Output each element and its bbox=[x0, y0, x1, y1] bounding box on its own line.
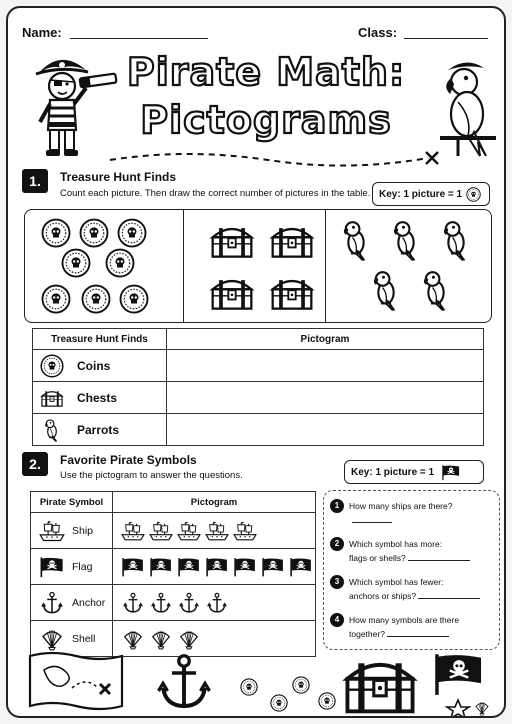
name-label: Name: bbox=[22, 25, 62, 40]
flag-icon bbox=[204, 556, 230, 578]
coin-icon bbox=[79, 218, 109, 248]
answer-blank[interactable] bbox=[418, 598, 480, 599]
coin-icon bbox=[117, 218, 147, 248]
name-field[interactable] bbox=[70, 38, 208, 39]
ship-icon bbox=[148, 520, 174, 542]
panel-divider bbox=[325, 210, 326, 322]
question-text: flags or shells? bbox=[349, 553, 409, 563]
section2-title: Favorite Pirate Symbols bbox=[60, 453, 197, 467]
question-number: 3 bbox=[330, 575, 344, 589]
section1-instruction: Count each picture. Then draw the correct number of pictures in the table. bbox=[60, 188, 371, 199]
table1-header-finds: Treasure Hunt Finds bbox=[33, 329, 167, 350]
anchor-icon bbox=[120, 592, 146, 614]
table-row bbox=[31, 585, 316, 621]
section2-key bbox=[344, 460, 484, 484]
shell-icon bbox=[476, 702, 488, 715]
treasure-path-decoration bbox=[108, 146, 448, 172]
question-number: 1 bbox=[330, 499, 344, 513]
flag-icon bbox=[232, 556, 258, 578]
symbol-label-cell bbox=[31, 513, 113, 549]
table-row bbox=[33, 414, 484, 446]
chest-icon bbox=[209, 274, 255, 312]
treasure-map-icon bbox=[30, 653, 122, 709]
pictogram-answer-cell[interactable] bbox=[167, 414, 484, 446]
worksheet-title-line1: Pirate Math: bbox=[126, 50, 406, 94]
row-label-cell bbox=[33, 414, 167, 446]
pirate-symbol-pictogram-table bbox=[30, 491, 316, 657]
flag-icon bbox=[440, 464, 462, 481]
flag-icon bbox=[120, 556, 146, 578]
parrot-group bbox=[331, 214, 489, 320]
shell-icon bbox=[148, 628, 174, 650]
question-item bbox=[330, 575, 493, 603]
coin-icon bbox=[319, 693, 335, 709]
parrot-icon bbox=[369, 268, 403, 312]
question-text: Which symbol has more: bbox=[349, 539, 443, 549]
question-item bbox=[330, 499, 493, 527]
coin-icon bbox=[40, 354, 64, 378]
section1-key bbox=[372, 182, 490, 206]
row-label: Chests bbox=[77, 390, 118, 405]
table2-header-pictogram: Pictogram bbox=[113, 492, 316, 513]
bottom-decorations bbox=[22, 648, 492, 718]
question-item bbox=[330, 613, 493, 641]
question-text: How many ships are there? bbox=[349, 501, 453, 511]
question-text: Which symbol has fewer: bbox=[349, 577, 444, 587]
coin-icon bbox=[41, 284, 71, 314]
coin-icon bbox=[119, 284, 149, 314]
table-row bbox=[31, 513, 316, 549]
coin-icon bbox=[466, 187, 481, 202]
symbol-label: Shell bbox=[72, 632, 96, 645]
coin-icon bbox=[105, 248, 135, 278]
table-row bbox=[33, 350, 484, 382]
ship-icon bbox=[38, 519, 66, 543]
answer-blank[interactable] bbox=[352, 522, 392, 523]
parrot-icon bbox=[419, 268, 453, 312]
class-field[interactable] bbox=[404, 38, 488, 39]
symbol-label: Ship bbox=[72, 524, 94, 537]
panel-divider bbox=[183, 210, 184, 322]
section2-key-label: Key: 1 picture = 1 bbox=[351, 466, 435, 478]
parrot-icon bbox=[439, 218, 473, 262]
worksheet-page bbox=[6, 6, 506, 718]
chest-icon bbox=[40, 386, 64, 410]
question-text: anchors or ships? bbox=[349, 591, 419, 601]
question-text: How many symbols are there bbox=[349, 615, 460, 625]
flag-icon bbox=[148, 556, 174, 578]
row-label: Parrots bbox=[77, 422, 120, 437]
worksheet-title-line2: Pictograms bbox=[140, 98, 392, 142]
anchor-icon bbox=[159, 656, 210, 706]
coin-icon bbox=[61, 248, 91, 278]
class-label: Class: bbox=[358, 25, 398, 40]
chest-icon bbox=[269, 222, 315, 260]
ship-icon bbox=[232, 520, 258, 542]
chest-icon bbox=[209, 222, 255, 260]
starfish-icon bbox=[447, 700, 469, 718]
row-label: Coins bbox=[77, 358, 111, 373]
coin-icon bbox=[271, 695, 287, 711]
section1-key-label: Key: 1 picture = 1 bbox=[379, 188, 463, 200]
symbol-label-cell bbox=[31, 585, 113, 621]
pictogram-cell bbox=[113, 549, 316, 585]
flag-icon bbox=[288, 556, 314, 578]
question-text: together? bbox=[349, 629, 388, 639]
parrot-icon bbox=[389, 218, 423, 262]
pictogram-answer-cell[interactable] bbox=[167, 350, 484, 382]
section1-title: Treasure Hunt Finds bbox=[60, 170, 177, 184]
section2-number: 2. bbox=[22, 452, 48, 476]
table2-header-symbol: Pirate Symbol bbox=[31, 492, 113, 513]
anchor-icon bbox=[204, 592, 230, 614]
coin-icon bbox=[293, 677, 309, 693]
flag-icon bbox=[38, 555, 66, 579]
shell-icon bbox=[38, 627, 66, 651]
coin-icon bbox=[81, 284, 111, 314]
answer-blank[interactable] bbox=[387, 636, 449, 637]
symbol-label: Flag bbox=[72, 560, 93, 573]
coin-icon bbox=[41, 218, 71, 248]
coin-icon bbox=[241, 679, 257, 695]
parrot-icon bbox=[339, 218, 373, 262]
row-label-cell bbox=[33, 350, 167, 382]
question-number: 2 bbox=[330, 537, 344, 551]
answer-blank[interactable] bbox=[408, 560, 470, 561]
ship-icon bbox=[120, 520, 146, 542]
ship-icon bbox=[176, 520, 202, 542]
pictogram-cell bbox=[113, 585, 316, 621]
pictogram-cell bbox=[113, 513, 316, 549]
symbol-label-cell bbox=[31, 549, 113, 585]
symbol-label: Anchor bbox=[72, 596, 106, 609]
chest-icon bbox=[347, 663, 412, 711]
parrot-icon bbox=[40, 418, 64, 442]
question-number: 4 bbox=[330, 613, 344, 627]
ship-icon bbox=[204, 520, 230, 542]
chest-group bbox=[191, 214, 321, 320]
table-row bbox=[31, 549, 316, 585]
anchor-icon bbox=[148, 592, 174, 614]
flag-icon bbox=[437, 654, 481, 695]
coin-group bbox=[31, 214, 181, 320]
pictogram-answer-cell[interactable] bbox=[167, 382, 484, 414]
flag-icon bbox=[176, 556, 202, 578]
parrot-illustration bbox=[434, 56, 498, 160]
table-row bbox=[33, 382, 484, 414]
treasure-pictogram-table bbox=[32, 328, 484, 446]
section2-instruction: Use the pictogram to answer the questions. bbox=[60, 470, 243, 481]
table1-header-pictogram: Pictogram bbox=[167, 329, 484, 350]
flag-icon bbox=[260, 556, 286, 578]
counting-panel bbox=[24, 209, 492, 323]
row-label-cell bbox=[33, 382, 167, 414]
section1-number: 1. bbox=[22, 169, 48, 193]
question-item bbox=[330, 537, 493, 565]
shell-icon bbox=[120, 628, 146, 650]
chest-icon bbox=[269, 274, 315, 312]
shell-icon bbox=[176, 628, 202, 650]
questions-box bbox=[323, 490, 500, 650]
anchor-icon bbox=[38, 591, 66, 615]
anchor-icon bbox=[176, 592, 202, 614]
